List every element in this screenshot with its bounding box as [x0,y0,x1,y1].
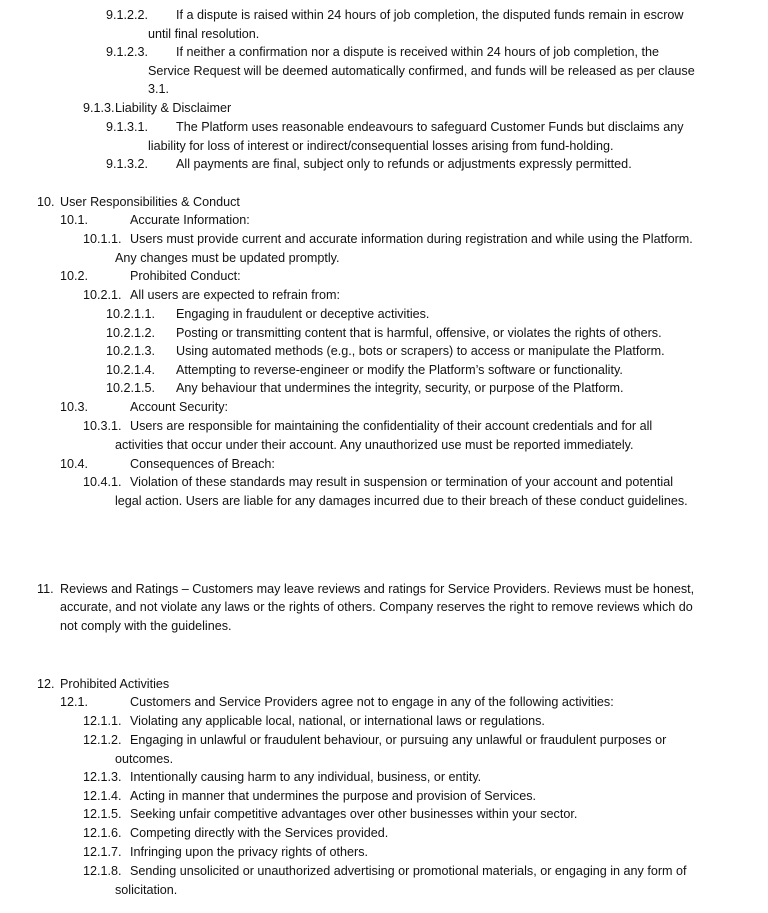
list-item-number: 12.1.2. [83,733,122,747]
clause-number: 10.4.1. [83,475,122,489]
section-text: Reviews and Ratings – Customers may leave reviews and ratings for Service Providers. Reviews must be honest, [60,582,695,596]
list-item-number: 12.1.7. [83,845,122,859]
clause-heading: Accurate Information: [130,213,250,227]
clause-text: All users are expected to refrain from: [130,288,340,302]
section-number: 12. [37,677,55,691]
clause-text: Users are responsible for maintaining the confidentiality of their account credentials and for all [130,419,653,433]
clause-heading: Prohibited Conduct: [130,269,241,283]
clause-text: liability for loss of interest or indirect/consequential losses arising from fund-holding. [148,139,614,153]
section-number: 11. [37,582,54,596]
list-item-text: Posting or transmitting content that is harmful, offensive, or violates the rights of others. [176,326,662,340]
clause-text: Service Request will be deemed automatically confirmed, and funds will be released as per clause [148,64,695,78]
list-item-text: Engaging in unlawful or fraudulent behaviour, or pursuing any unlawful or fraudulent purposes or [130,733,667,747]
section-number: 10. [37,195,55,209]
list-item-text: Any behaviour that undermines the integrity, security, or purpose of the Platform. [176,381,624,395]
clause-text: legal action. Users are liable for any damages incurred due to their breach of these conduct guidelines. [115,494,688,508]
list-item-text: Intentionally causing harm to any individual, business, or entity. [130,770,482,784]
clause-number: 9.1.3.2. [106,157,149,171]
list-item-number: 12.1.5. [83,807,122,821]
list-item-text: Seeking unfair competitive advantages over other businesses within your sector. [130,807,578,821]
clause-number: 10.4. [60,457,89,471]
clause-number: 9.1.3. [83,101,115,115]
clause-text: Any changes must be updated promptly. [115,251,340,265]
list-item-number: 10.2.1.4. [106,363,156,377]
clause-number: 10.2. [60,269,89,283]
clause-number: 9.1.2.3. [106,45,149,59]
clause-text: activities that occur under their account. Any unauthorized use must be reported immediately. [115,438,634,452]
clause-heading: Liability & Disclaimer [115,101,232,115]
clause-number: 10.2.1. [83,288,122,302]
clause-text: If a dispute is raised within 24 hours of job completion, the disputed funds remain in escrow [176,8,684,22]
clause-text: 3.1. [148,82,170,96]
list-item-text: Attempting to reverse-engineer or modify the Platform’s software or functionality. [176,363,623,377]
list-item-number: 12.1.8. [83,864,122,878]
clause-number: 12.1. [60,695,89,709]
list-item-text: Infringing upon the privacy rights of others. [130,845,369,859]
list-item-text: Using automated methods (e.g., bots or scrapers) to access or manipulate the Platform. [176,344,665,358]
clause-text: Violation of these standards may result in suspension or termination of your account and potential [130,475,674,489]
list-item-number: 10.2.1.3. [106,344,156,358]
list-item-number: 12.1.6. [83,826,122,840]
list-item-text: Sending unsolicited or unauthorized advertising or promotional materials, or engaging in any form of [130,864,687,878]
list-item-number: 10.2.1.1. [106,307,156,321]
list-item-number: 12.1.4. [83,789,122,803]
clause-text: The Platform uses reasonable endeavours to safeguard Customer Funds but disclaims any [176,120,684,134]
list-item-number: 10.2.1.2. [106,326,156,340]
list-item-text: outcomes. [115,752,174,766]
list-item-text: Violating any applicable local, national, or international laws or regulations. [130,714,545,728]
list-item-text: solicitation. [115,883,178,897]
clause-number: 10.3. [60,400,89,414]
clause-number: 9.1.3.1. [106,120,149,134]
clause-number: 9.1.2.2. [106,8,149,22]
section-heading: Prohibited Activities [60,677,170,691]
clause-heading: Account Security: [130,400,228,414]
clause-number: 10.1. [60,213,89,227]
list-item-number: 12.1.1. [83,714,122,728]
list-item-text: Competing directly with the Services provided. [130,826,389,840]
section-text: not comply with the guidelines. [60,619,232,633]
list-item-number: 12.1.3. [83,770,122,784]
clause-number: 10.1.1. [83,232,122,246]
clause-text: All payments are final, subject only to refunds or adjustments expressly permitted. [176,157,632,171]
clause-number: 10.3.1. [83,419,122,433]
clause-text: Customers and Service Providers agree not to engage in any of the following activities: [130,695,614,709]
clause-text: If neither a confirmation nor a dispute is received within 24 hours of job completion, the [176,45,660,59]
list-item-number: 10.2.1.5. [106,381,156,395]
clause-text: until final resolution. [148,27,260,41]
section-text: accurate, and not violate any laws or the rights of others. Company reserves the right to remove reviews which do [60,600,693,614]
clause-text: Users must provide current and accurate information during registration and while using the Platform. [130,232,693,246]
clause-heading: Consequences of Breach: [130,457,275,471]
section-heading: User Responsibilities & Conduct [60,195,240,209]
list-item-text: Acting in manner that undermines the purpose and provision of Services. [130,789,537,803]
list-item-text: Engaging in fraudulent or deceptive activities. [176,307,430,321]
